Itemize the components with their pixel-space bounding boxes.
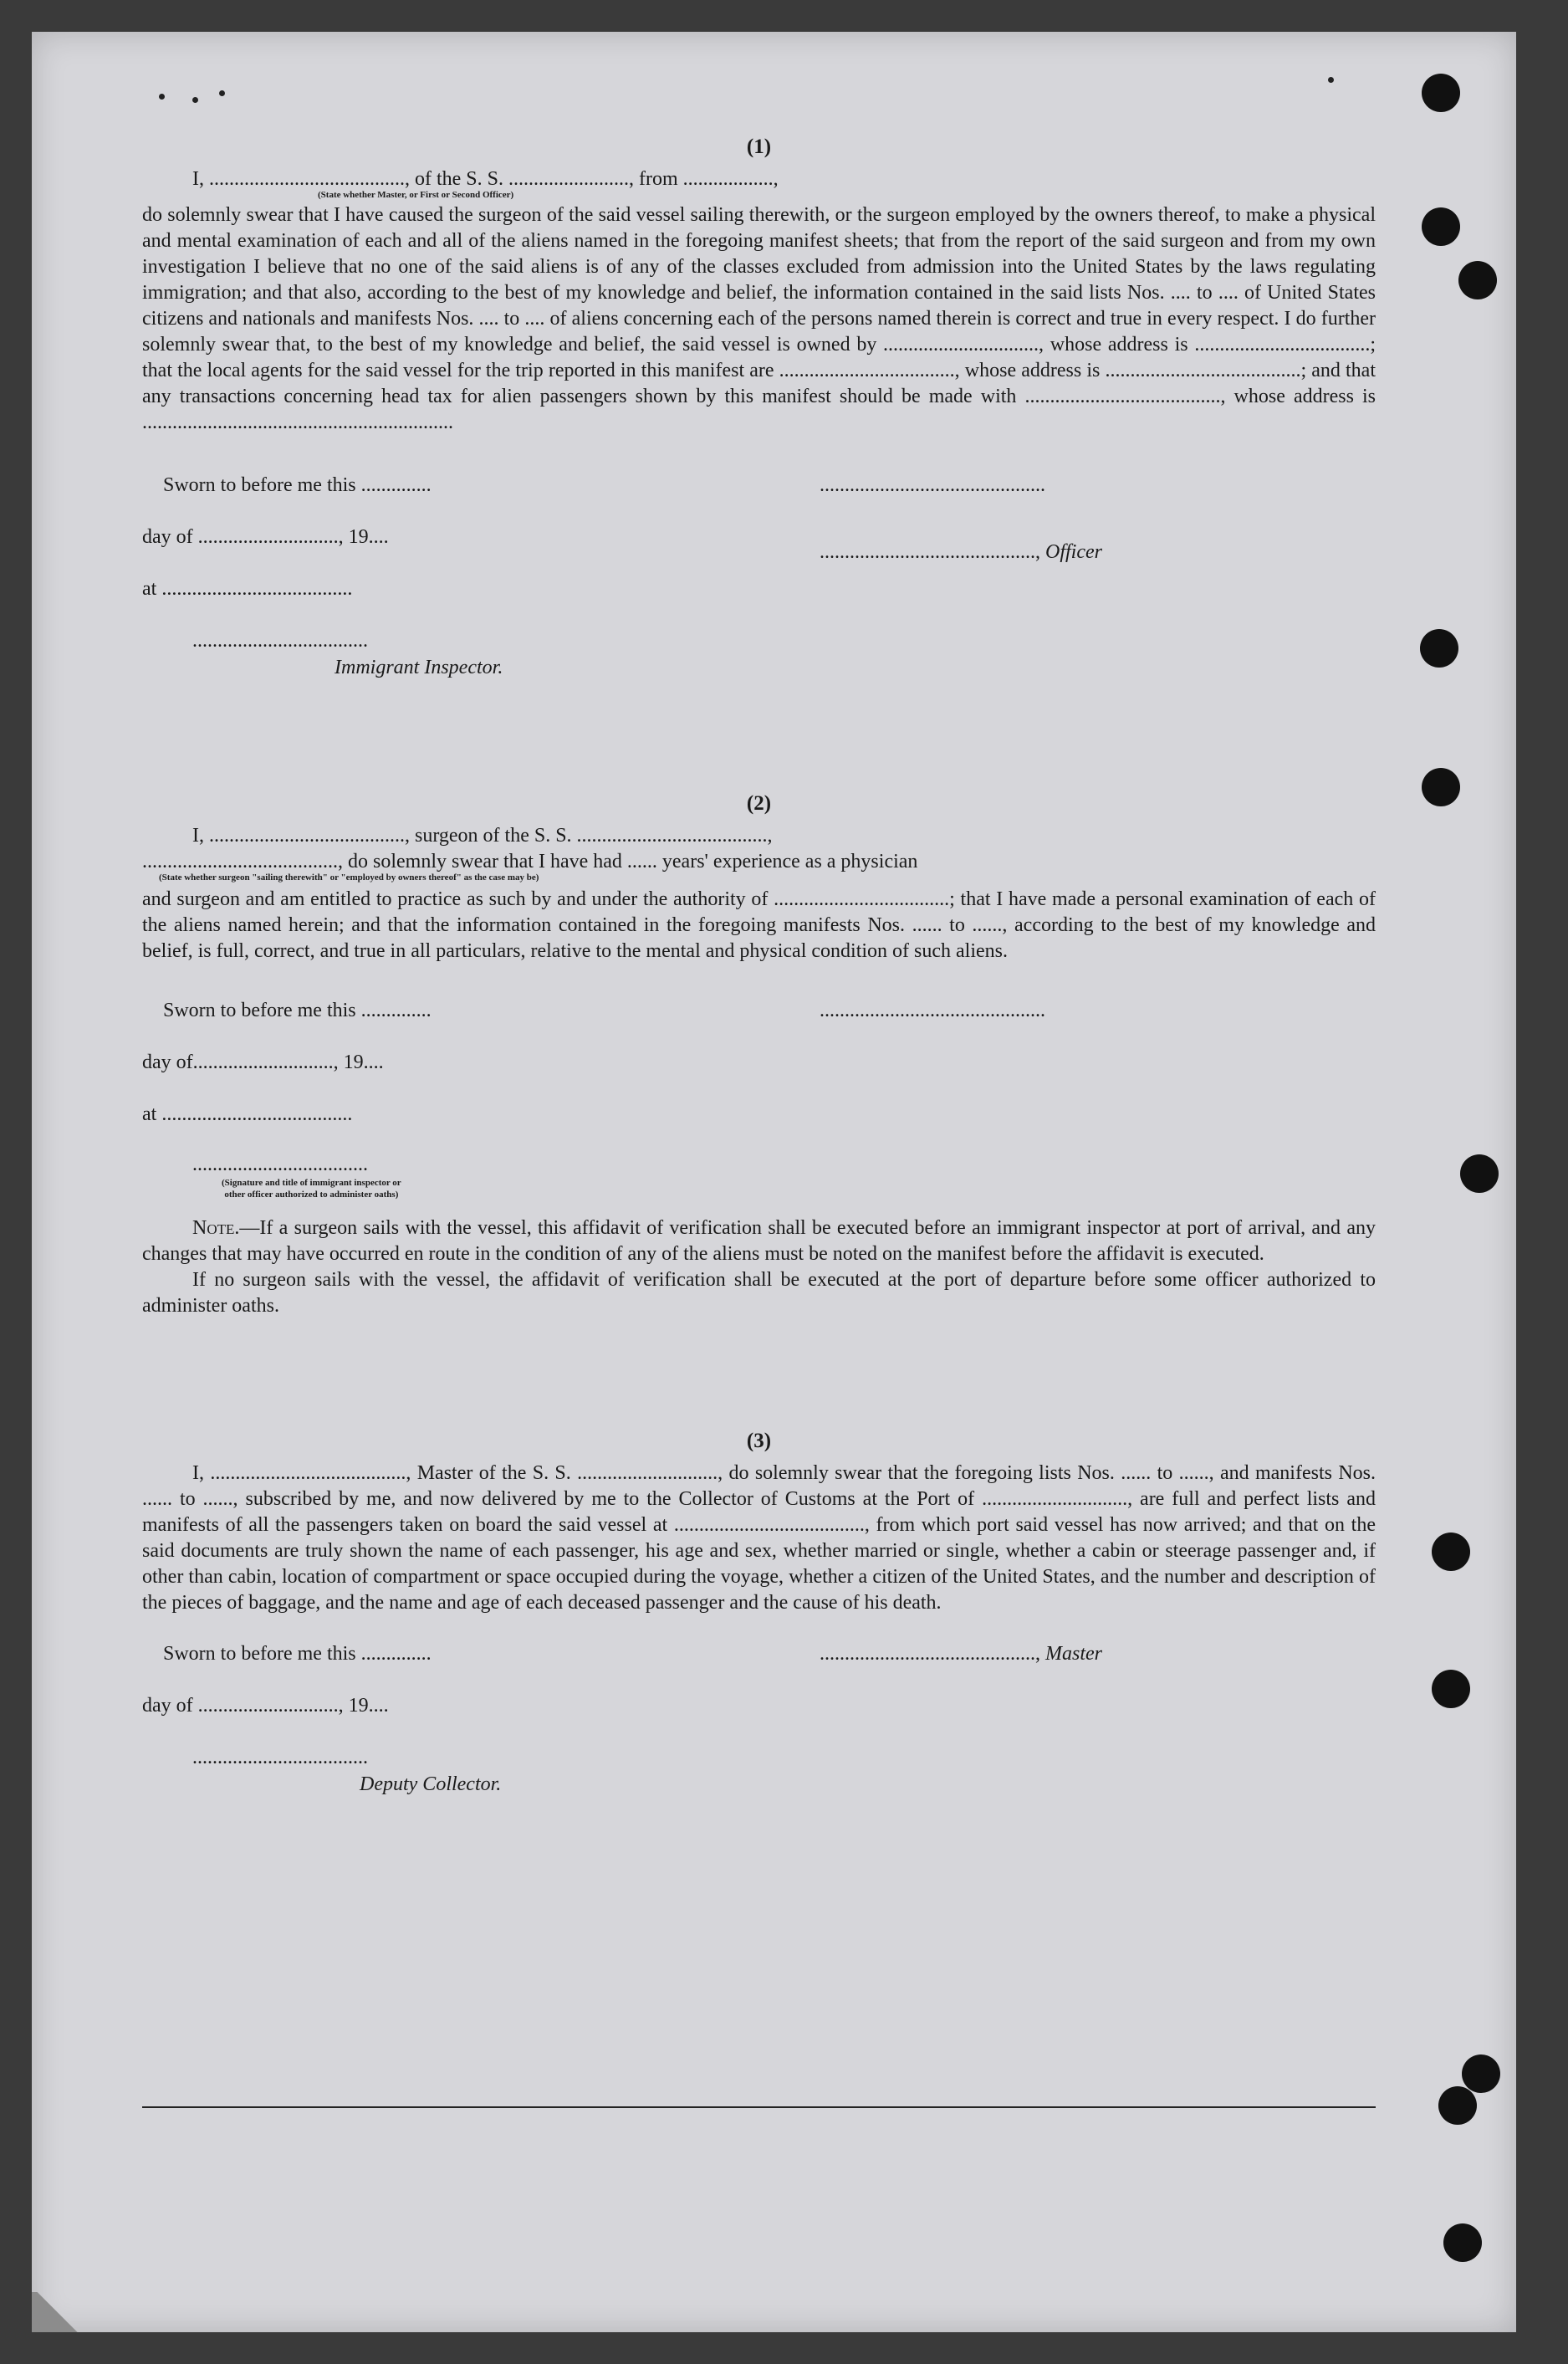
section-2-body [142, 887, 1376, 965]
section-1-paragraph: do solemnly swear that I have caused the surgeon of the said vessel sailing therewith, or the surgeon employed by the owners thereof, to make a physical and mental examination of each and all of the aliens named in the foregoing manifest sheets; that from the report of the said surgeon and from my own investigation I believe that no one of the said aliens is of any of the classes excluded from admission into the United States by the laws regulating immigration; and that also, according to the best of my knowledge and belief, the information contained in the said lists Nos. .... to .... of United States citizens and nationals and manifests Nos. .... to .... of aliens concerning each of the persons named therein is correct and true in every respect. I do further solemnly swear that, to the best of my knowledge and belief, the said vessel is owned by ..............................., whose address is ...................................; that the local agents for the said vessel for the trip reported in this manifest are ..................................., whose address is .......................................; and that any transactions concerning head tax for alien passengers shown by this manifest should be made with ......................................., whose address is .............................................................. [142, 204, 1376, 433]
note-label: Note. [192, 1217, 240, 1239]
section-2-signatures [142, 998, 1376, 1207]
section-2-first-line: I, ......................................., surgeon of the S. S. ......................................, [192, 825, 773, 847]
master-dots: ..........................................., [820, 1643, 1045, 1665]
note-paragraph-1 [142, 1215, 1376, 1267]
punch-hole [1460, 1154, 1499, 1193]
signature-caption-line-1: (Signature and title of immigrant inspector or [222, 1178, 401, 1188]
speck [1328, 77, 1334, 83]
sworn-line: Sworn to before me this .............. [163, 474, 432, 496]
section-3-number: (3) [746, 1430, 772, 1452]
section-1-signatures [142, 456, 1376, 698]
punch-hole [1422, 768, 1460, 806]
section-2-paragraph: and surgeon and am entitled to practice as such by and under the authority of ...................................; that I have made a personal examination of each of the aliens named herein; and that the information contained in the foregoing manifests Nos. ...... to ......, according to the best of my knowledge and belief, is full, correct, and true in all particulars, relative to the mental and physical condition of such aliens. [142, 888, 1376, 962]
punch-hole [1458, 261, 1497, 299]
officer-line-2 [820, 540, 1102, 565]
punch-hole [1432, 1670, 1470, 1708]
section-1-body [142, 202, 1376, 436]
bottom-rule [142, 2106, 1376, 2108]
speck [219, 90, 225, 96]
form-content [142, 134, 1376, 1809]
surgeon-signature-line: ............................................. [820, 1000, 1045, 1021]
section-2-caption: (State whether surgeon "sailing therewith" or "employed by owners thereof" as the case may be) [159, 872, 539, 883]
section-3-signatures [142, 1641, 1376, 1809]
master-signature-line [820, 1641, 1102, 1667]
sworn-line: Sworn to before me this .............. [163, 1000, 432, 1021]
punch-hole [1420, 629, 1458, 668]
inspector-title: Immigrant Inspector. [335, 657, 503, 678]
speck [159, 94, 165, 100]
day-of-line: day of............................, 19.... [142, 1052, 384, 1073]
section-1-caption: (State whether Master, or First or Second Officer) [318, 190, 514, 200]
folded-corner [32, 2292, 82, 2332]
punch-hole [1422, 207, 1460, 246]
officer-line-1: ............................................. [820, 474, 1045, 496]
note-block [142, 1215, 1376, 1319]
section-3-body [142, 1461, 1376, 1616]
master-title: Master [1045, 1643, 1102, 1665]
note-paragraph-2: If no surgeon sails with the vessel, the affidavit of verification shall be executed at the port of departure before some officer authorized to administer oaths. [142, 1269, 1376, 1317]
collector-title: Deputy Collector. [360, 1773, 502, 1795]
section-2-second-line: ......................................., do solemnly swear that I have had ...... years' experience as a physician [142, 851, 918, 872]
officer-title: Officer [1045, 541, 1102, 563]
section-3-paragraph: I, ......................................., Master of the S. S. ............................, do solemnly swear that the foregoing lists Nos. ...... to ......, and manifests Nos. ...... to ......, subscribed by me, and now delivered by me to the Collector of Customs at the Port of ............................., are full and perfect lists and manifests of all the passengers taken on board the said vessel at ......................................, from which port said vessel has now arrived; and that on the said documents are truly shown the name of each passenger, his age and sex, whether married or single, whether a cabin or steerage passenger and, if other than cabin, location of compartment or space occupied during the voyage, whether a citizen of the United States, and the number and description of the pieces of baggage, and the name and age of each deceased passenger and the cause of his death. [142, 1462, 1376, 1614]
day-of-line: day of ............................, 19.... [142, 526, 389, 548]
punch-hole [1438, 2086, 1477, 2125]
signature-caption-line-2: other officer authorized to administer oaths) [224, 1190, 399, 1200]
section-2-number: (2) [746, 792, 772, 815]
note-text-1: —If a surgeon sails with the vessel, this affidavit of verification shall be executed before an immigrant inspector at port of arrival, and any changes that may have occurred en route in the condition of any of the aliens must be noted on the manifest before the affidavit is executed. [142, 1217, 1376, 1265]
collector-signature-line: ................................... [192, 1747, 368, 1768]
signature-caption [222, 1177, 401, 1200]
speck [192, 97, 198, 103]
punch-hole [1432, 1533, 1470, 1571]
punch-hole [1443, 2223, 1482, 2262]
punch-hole [1422, 74, 1460, 112]
inspector-signature-line: ................................... [192, 630, 368, 652]
signature-line: ................................... [192, 1154, 368, 1175]
day-of-line: day of ............................, 19.... [142, 1695, 389, 1717]
at-line: at ...................................... [142, 1103, 353, 1125]
section-1-number: (1) [746, 136, 772, 158]
sworn-line: Sworn to before me this .............. [163, 1643, 432, 1665]
punch-hole [1462, 2054, 1500, 2093]
section-1-first-line: I, ......................................., of the S. S. ........................, from .................., [192, 168, 779, 190]
at-line: at ...................................... [142, 578, 353, 600]
officer-dots: ..........................................., [820, 541, 1045, 563]
